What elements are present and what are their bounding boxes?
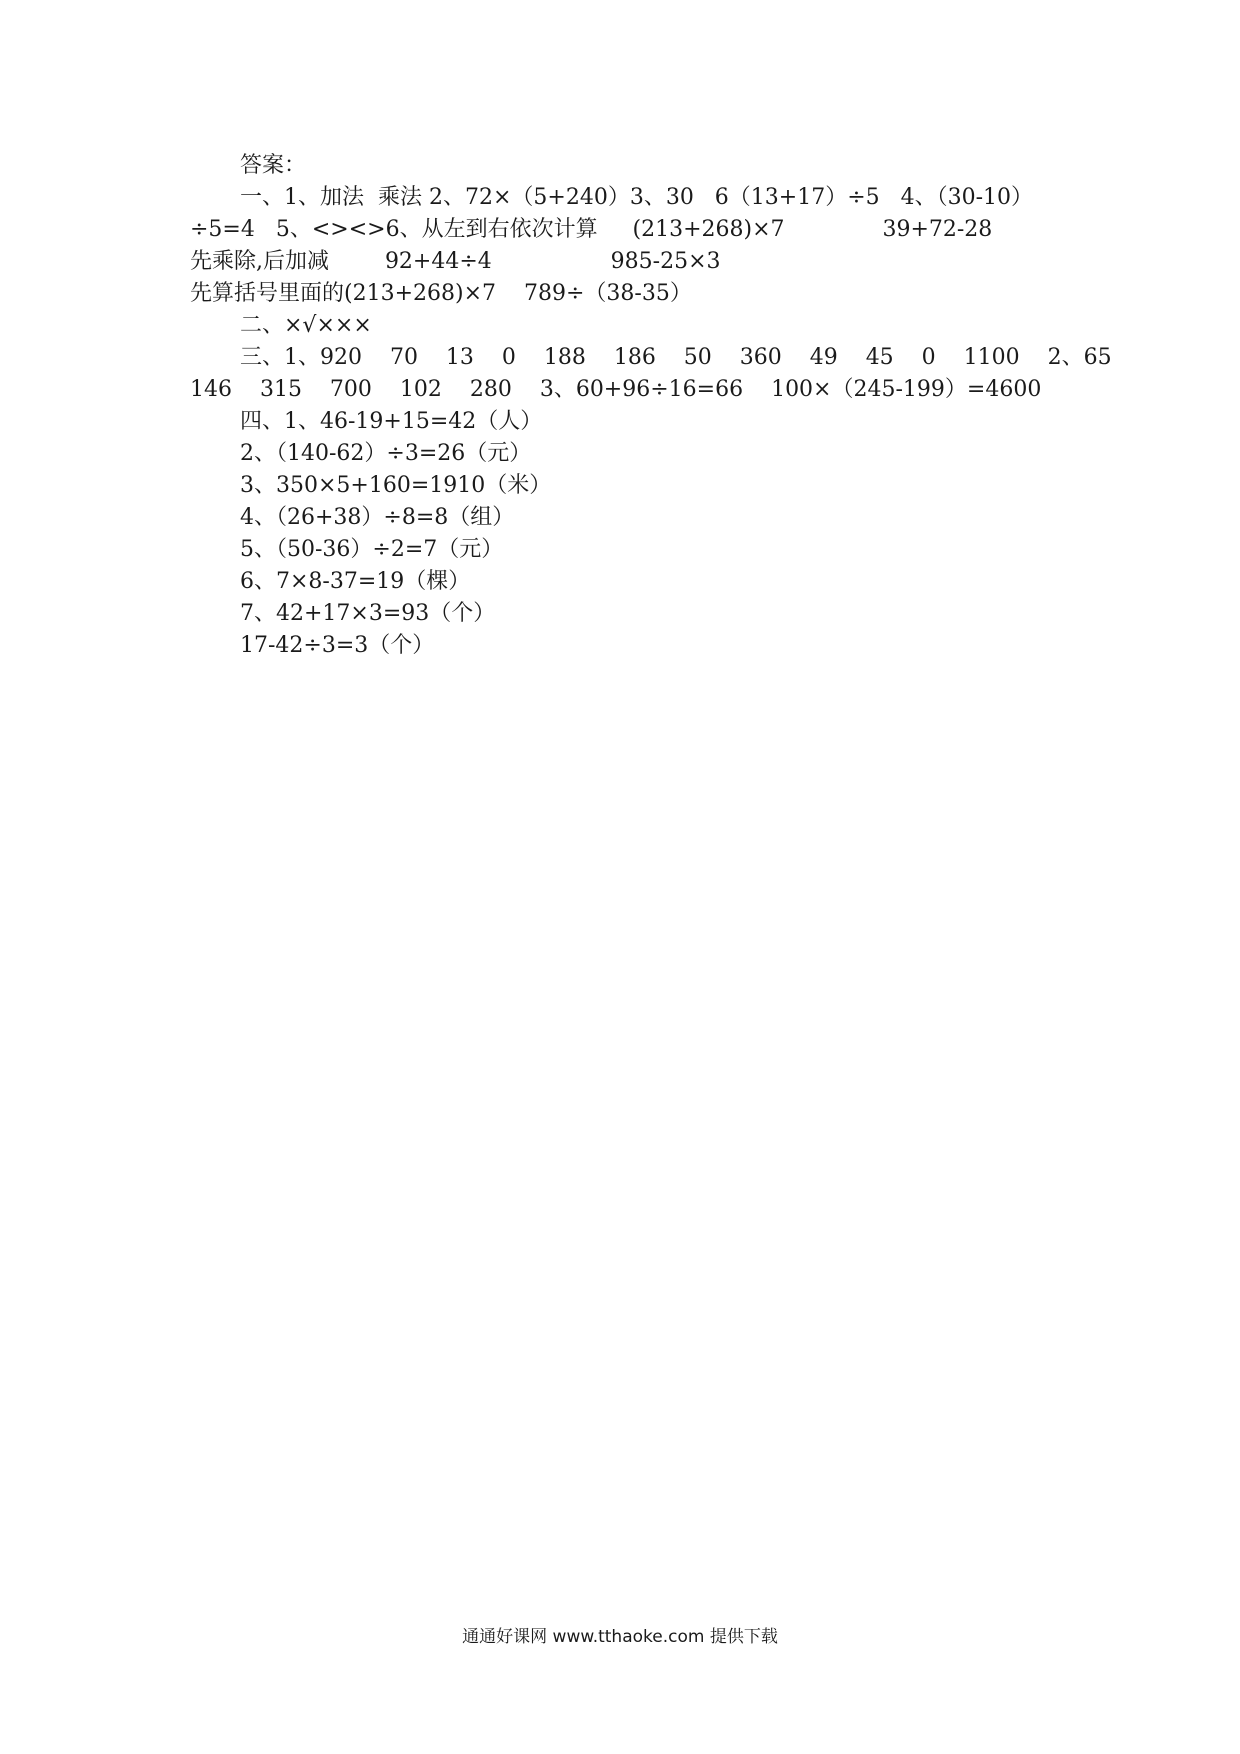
answer-line-2: ÷5=4 5、<><>6、从左到右依次计算 (213+268)×7 39+72-28 <box>190 217 993 242</box>
answer-line-5: 二、×√××× <box>240 313 372 338</box>
answer-section <box>190 150 1112 662</box>
answer-line-14: 7、42+17×3=93（个） <box>240 601 496 626</box>
answer-line-3: 先乘除,后加减 92+44÷4 985-25×3 <box>190 249 721 274</box>
answer-title: 答案： <box>240 153 307 178</box>
answer-line-7: 146 315 700 102 280 3、60+96÷16=66 100×（245-199）=4600 <box>190 377 1042 402</box>
answer-line-10: 3、350×5+160=1910（米） <box>240 473 552 498</box>
footer-text: 通通好课网 www.tthaoke.com 提供下载 <box>462 1627 778 1647</box>
answer-line-13: 6、7×8-37=19（棵） <box>240 569 471 594</box>
answer-line-12: 5、（50-36）÷2=7（元） <box>240 537 504 562</box>
answer-line-8: 四、1、46-19+15=42（人） <box>240 409 543 434</box>
answer-line-15: 17-42÷3=3（个） <box>240 633 435 658</box>
answer-line-9: 2、（140-62）÷3=26（元） <box>240 441 532 466</box>
answer-line-4: 先算括号里面的(213+268)×7 789÷（38-35） <box>190 281 692 306</box>
answer-line-1: 一、1、加法 乘法 2、72×（5+240）3、30 6（13+17）÷5 4、（30-10） <box>240 185 1034 210</box>
answer-line-6: 三、1、920 70 13 0 188 186 50 360 49 45 0 1100 2、65 <box>240 345 1112 370</box>
answer-line-11: 4、（26+38）÷8=8（组） <box>240 505 515 530</box>
